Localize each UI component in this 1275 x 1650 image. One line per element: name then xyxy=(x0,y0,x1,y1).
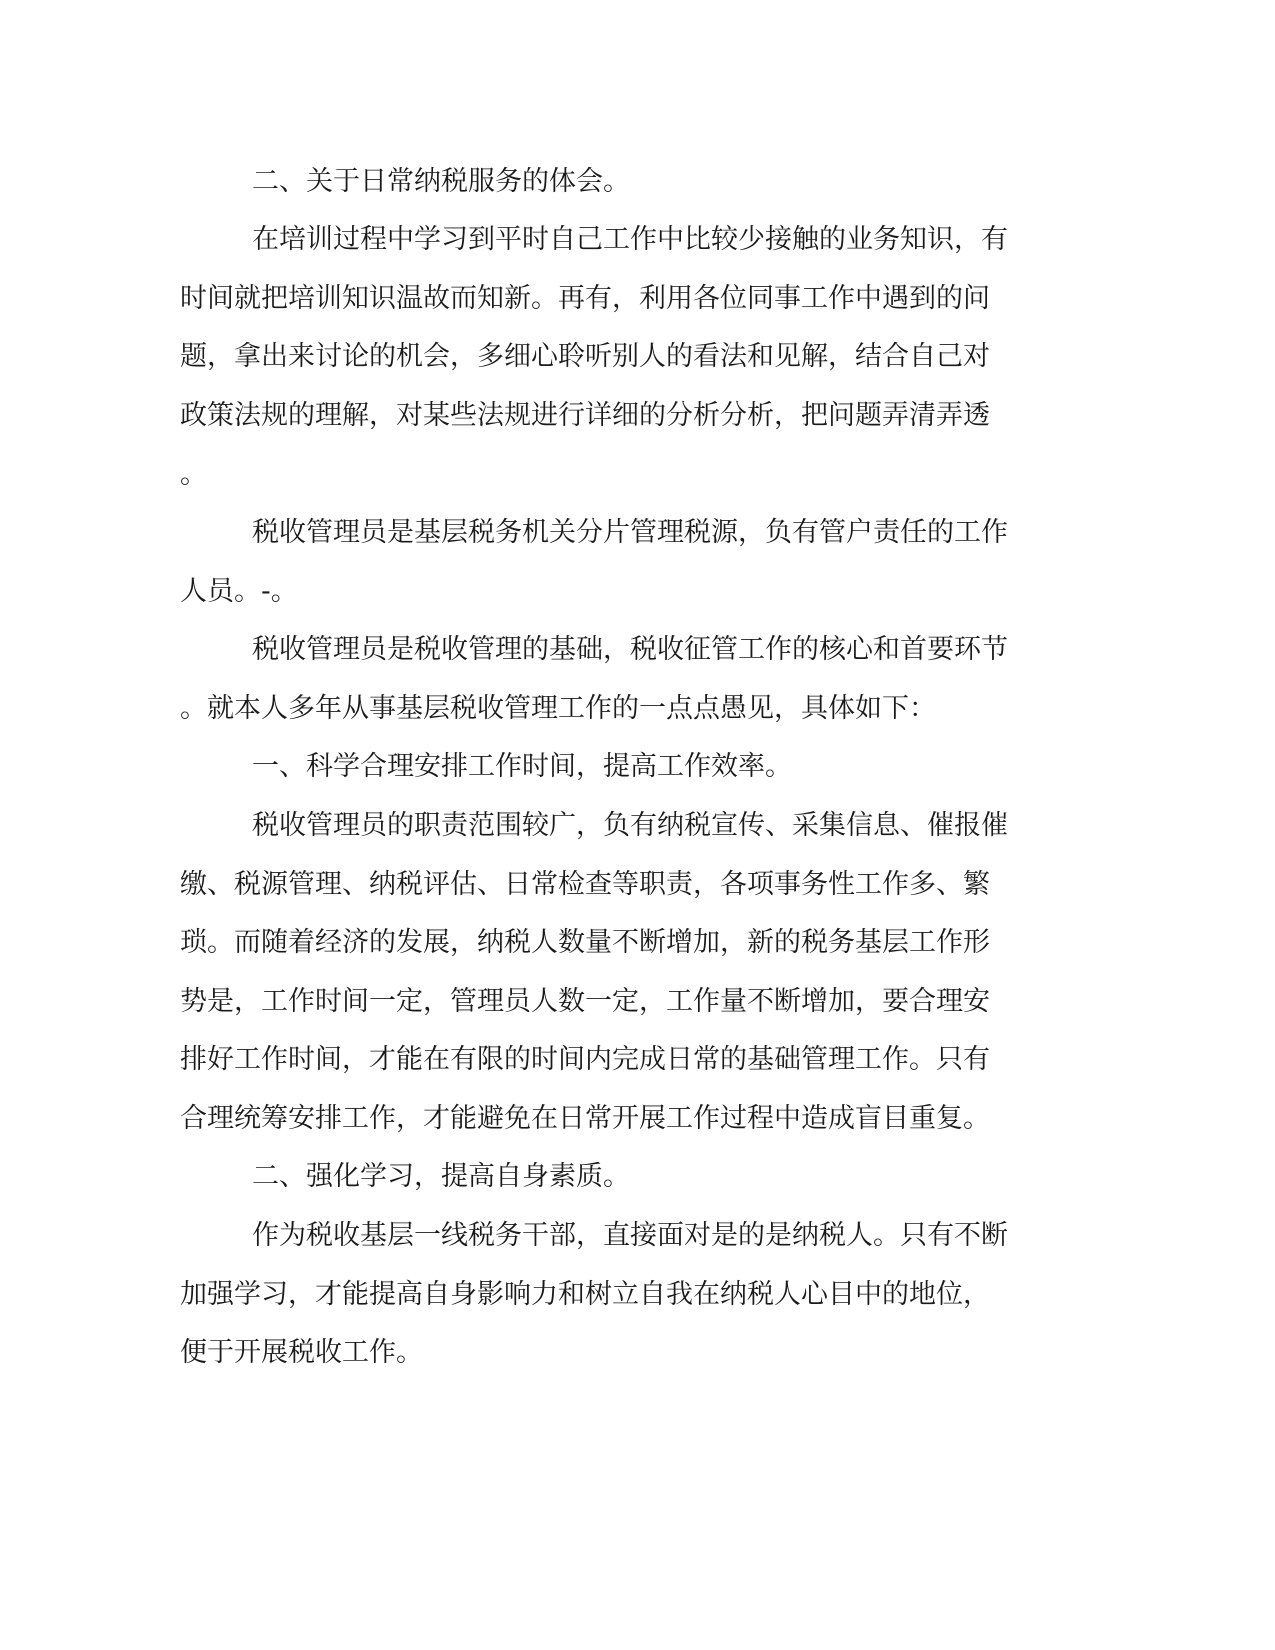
paragraph-line: 税收管理员是税收管理的基础，税收征管工作的核心和首要环节 xyxy=(252,634,1008,665)
paragraph-line: 题，拿出来讨论的机会，多细心聆听别人的看法和见解，结合自己对 xyxy=(180,341,990,372)
paragraph-line: 时间就把培训知识温故而知新。再有，利用各位同事工作中遇到的问 xyxy=(180,283,990,314)
paragraph-line: 。就本人多年从事基层税收管理工作的一点点愚见，具体如下： xyxy=(180,693,936,724)
paragraph-line: 缴、税源管理、纳税评估、日常检查等职责，各项事务性工作多、繁 xyxy=(180,869,990,900)
paragraph-line: 排好工作时间，才能在有限的时间内完成日常的基础管理工作。只有 xyxy=(180,1044,990,1075)
paragraph-line: 便于开展税收工作。 xyxy=(180,1337,423,1368)
paragraph-line: 。 xyxy=(180,459,207,490)
section-heading: 二、关于日常纳税服务的体会。 xyxy=(252,166,630,197)
paragraph-line: 势是，工作时间一定，管理员人数一定，工作量不断增加，要合理安 xyxy=(180,986,990,1017)
paragraph-line: 在培训过程中学习到平时自己工作中比较少接触的业务知识，有 xyxy=(252,224,1008,255)
paragraph-line: 人员。-。 xyxy=(180,576,298,607)
paragraph-line: 政策法规的理解，对某些法规进行详细的分析分析，把问题弄清弄透 xyxy=(180,400,990,431)
paragraph-line: 合理统筹安排工作，才能避免在日常开展工作过程中造成盲目重复。 xyxy=(180,1103,990,1134)
section-heading: 二、强化学习，提高自身素质。 xyxy=(252,1161,630,1192)
paragraph-line: 税收管理员的职责范围较广，负有纳税宣传、采集信息、催报催 xyxy=(252,810,1008,841)
paragraph-line: 加强学习，才能提高自身影响力和树立自我在纳税人心目中的地位， xyxy=(180,1279,990,1310)
section-heading: 一、科学合理安排工作时间，提高工作效率。 xyxy=(252,751,792,782)
paragraph-line: 琐。而随着经济的发展，纳税人数量不断增加，新的税务基层工作形 xyxy=(180,927,990,958)
paragraph-line: 税收管理员是基层税务机关分片管理税源，负有管户责任的工作 xyxy=(252,517,1008,548)
paragraph-line: 作为税收基层一线税务干部，直接面对是的是纳税人。只有不断 xyxy=(252,1220,1008,1251)
